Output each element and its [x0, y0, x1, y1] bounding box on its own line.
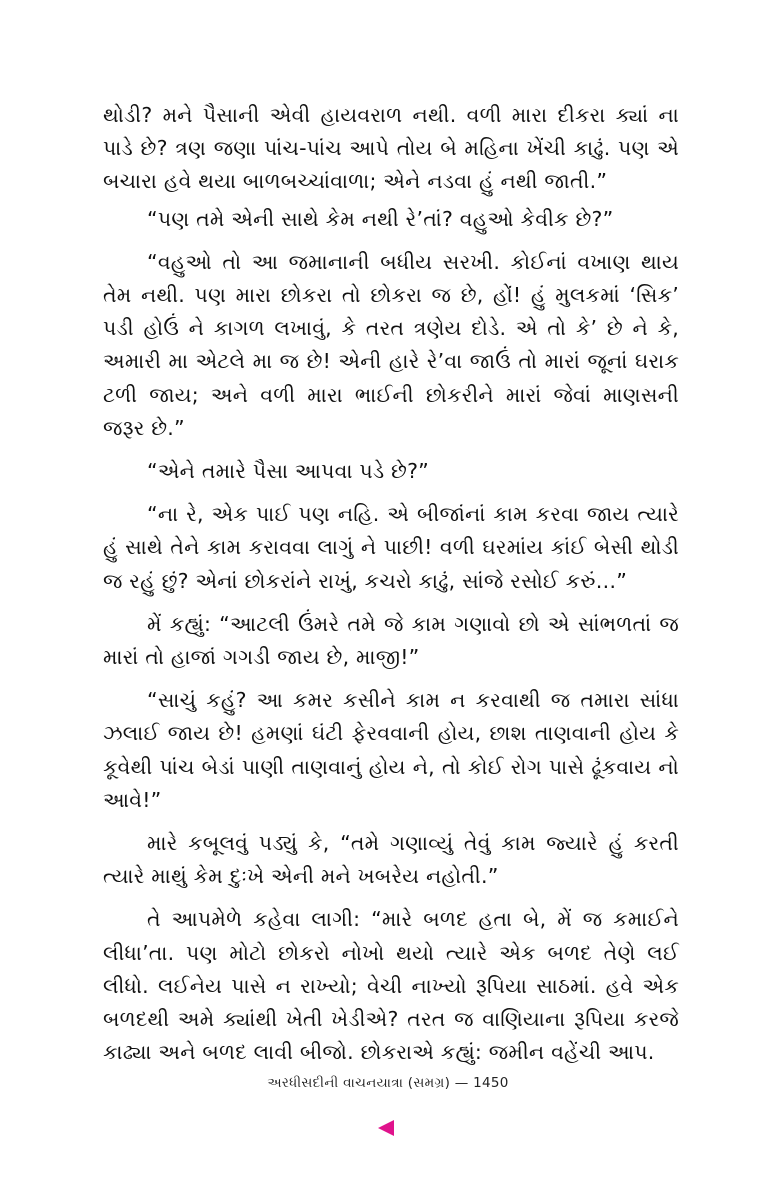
paragraph: “એને તમારે પૈસા આપવા પડે છે?” [147, 459, 429, 484]
previous-page-triangle-icon[interactable] [378, 1120, 394, 1136]
paragraph: મેં કહ્યું: “આટલી ઉંમરે તમે જે કામ ગણાવો છો એ સાંભળતાં જ મારાં તો હાજાં ગગડી જાય છે, માજી!” [103, 611, 679, 670]
paragraph: “ના રે, એક પાઈ પણ નહિ. એ બીજાંનાં કામ કરવા જાય ત્યારે હું સાથે તેને કામ કરાવવા લાગું ને પાછી! વળી ઘરમાંય કાંઈ બેસી થોડી જ રહું છું? એનાં છોકરાંને રાખું, કચરો કાઢું, સાંજે રસોઈ કરું…” [103, 502, 679, 593]
paragraph: તે આપમેળે કહેવા લાગી: “મારે બળદ હતા બે, મેં જ કમાઈને લીધા’તા. પણ મોટો છોકરો નોખો થયો ત્યારે એક બળદ તેણે લઈ લીધો. લઈનેય પાસે ન રાખ્યો; વેચી નાખ્યો રૂપિયા સાઠમાં. હવે એક બળદથી અમે ક્યાંથી ખેતી ખેડીએ? તરત જ વાણિયાના રૂપિયા કરજે કાઢ્યા અને બળદ લાવી બીજો. છોકરાએ કહ્યું: જમીન વહેંચી આપ. [103, 907, 679, 1065]
paragraph: મારે કબૂલવું પડ્યું કે, “તમે ગણાવ્યું તેવું કામ જ્યારે હું કરતી ત્યારે માથું કેમ દુઃખે એની મને ખબરેય નહોતી.” [103, 831, 679, 889]
body-text [103, 99, 679, 1079]
paragraph: “પણ તમે એની સાથે કેમ નથી રે’તાં? વહુઓ કેવીક છે?” [147, 206, 614, 231]
page-footer: અરધીસદીની વાચનયાત્રા (સમગ્ર) — 1450 [267, 1075, 509, 1091]
paragraph: “સાચું કહું? આ કમર કસીને કામ ન કરવાથી જ તમારા સાંધા ઝલાઈ જાય છે! હમણાં ઘંટી ફેરવવાની હોય, છાશ તાણવાની હોય કે કૂવેથી પાંચ બેડાં પાણી તાણવાનું હોય ને, તો કોઈ રોગ પાસે ઢૂંકવાય નો આવે!” [103, 688, 679, 812]
paragraph: થોડી? મને પૈસાની એવી હાયવરાળ નથી. વળી મારા દીકરા ક્યાં ના પાડે છે? ત્રણ જણા પાંચ-પાંચ આપે તોય બે મહિના ખેંચી કાઢું. પણ એ બચારા હવે થયા બાળબચ્ચાંવાળા; એને નડવા હું નથી જાતી.” [103, 103, 679, 194]
paragraph: “વહુઓ તો આ જમાનાની બધીય સરખી. કોઈનાં વખાણ થાય તેમ નથી. પણ મારા છોકરા તો છોકરા જ છે, હોં! હું મુલકમાં ‘સિક’ પડી હોઉં ને કાગળ લખાવું, કે તરત ત્રણેય દોડે. એ તો કે’ છે ને કે, અમારી મા એટલે મા જ છે! એની હારે રે’વા જાઉં તો મારાં જૂનાં ઘરાક ટળી જાય; અને વળી મારા ભાઈની છોકરીને મારાં જેવાં માણસની જરૂર છે.” [103, 249, 679, 440]
